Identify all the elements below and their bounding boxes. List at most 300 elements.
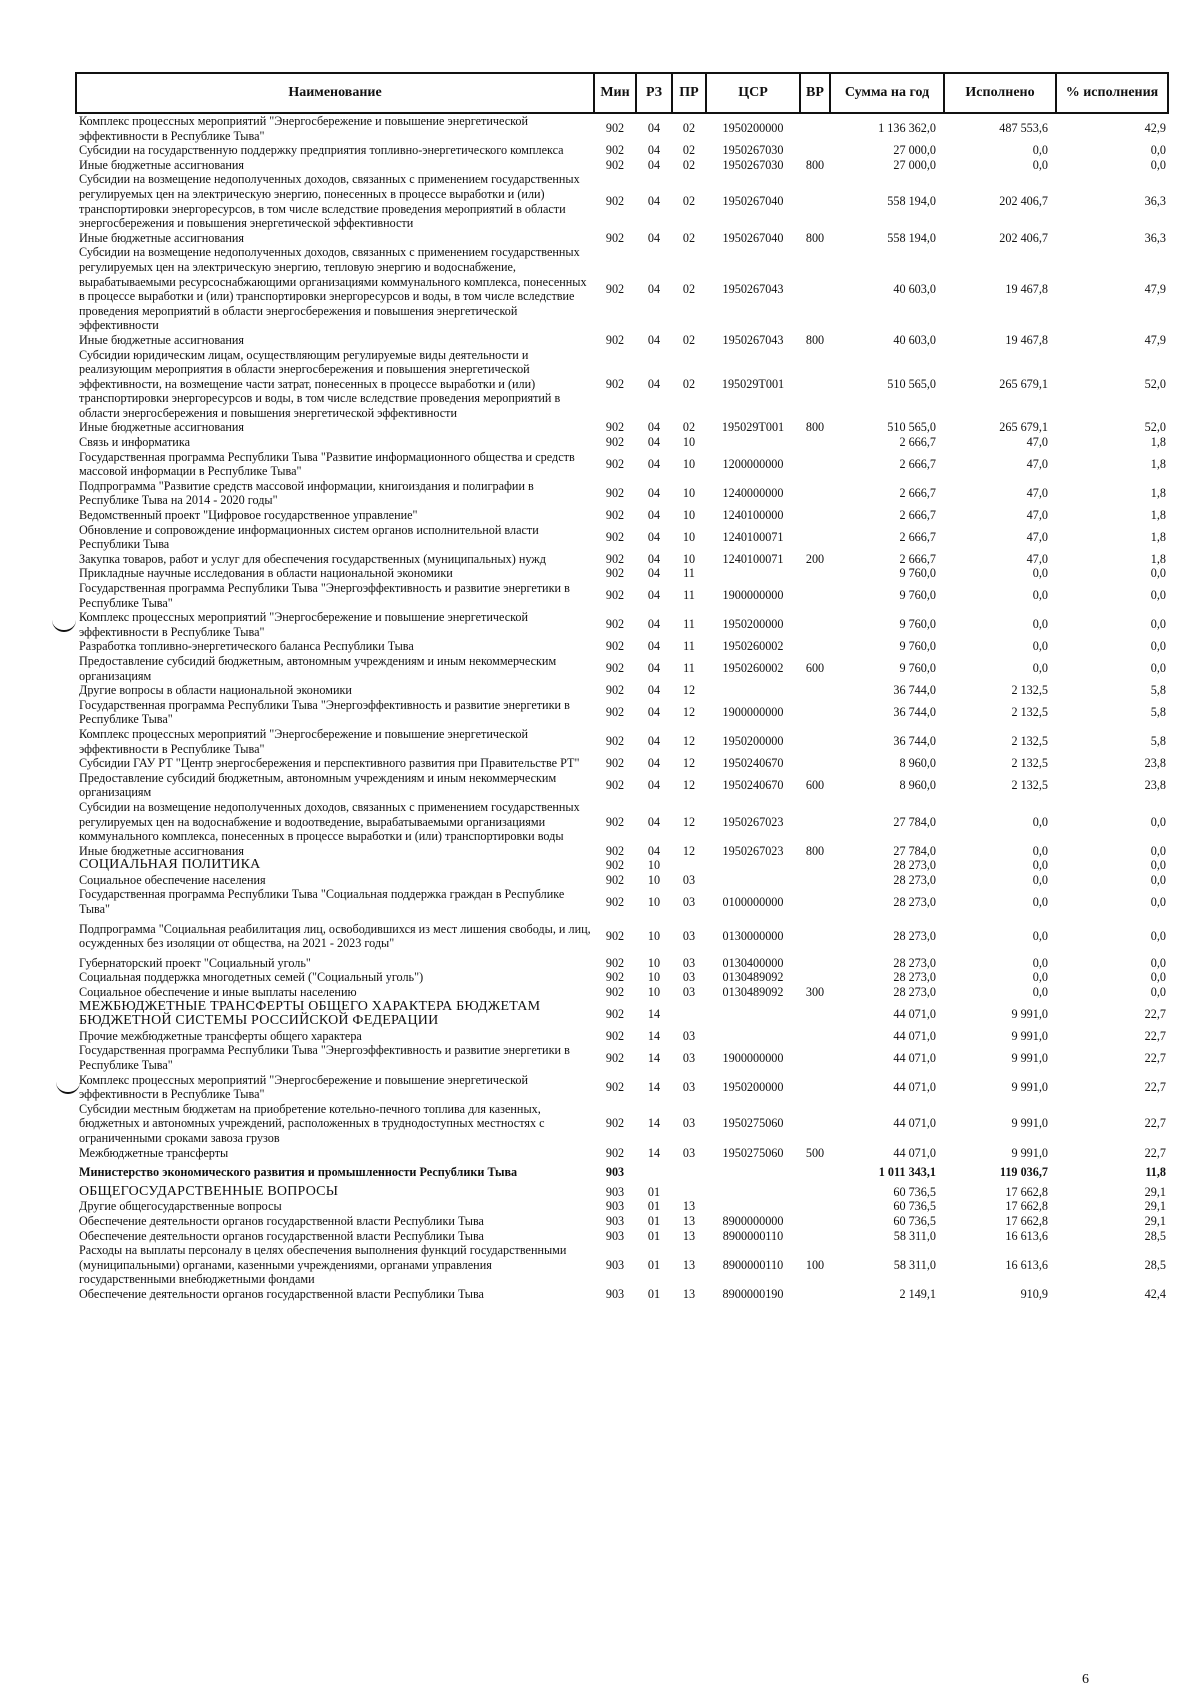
cell-min: 902 — [605, 420, 625, 435]
cell-done: 202 406,7 — [999, 194, 1048, 209]
cell-pr: 02 — [682, 332, 696, 347]
table-row — [76, 450, 1168, 479]
cell-pr: 12 — [682, 683, 696, 698]
cell-rz: 14 — [647, 1079, 661, 1094]
cell-name: Государственная программа Республики Тыва "Энергоэффективность и развитие энергетики в Республике Тыва" — [79, 1043, 570, 1072]
cell-name: Социальное обеспечение населения — [79, 872, 266, 887]
cell-min: 902 — [605, 756, 625, 771]
cell-done: 9 991,0 — [1011, 1028, 1048, 1043]
header-done: Исполнено — [944, 73, 1056, 113]
cell-done: 47,0 — [1026, 551, 1048, 566]
cell-vr — [800, 172, 830, 230]
cell-min: 902 — [605, 486, 625, 501]
cell-csr — [706, 1029, 800, 1044]
cell-done: 265 679,1 — [999, 376, 1048, 391]
cell-min: 902 — [605, 928, 625, 943]
cell-done: 202 406,7 — [999, 230, 1048, 245]
cell-done: 16 613,6 — [1005, 1257, 1048, 1272]
cell-pct: 0,0 — [1150, 157, 1166, 172]
cell-pct: 29,1 — [1144, 1213, 1166, 1228]
cell-vr — [800, 1287, 830, 1302]
cell-csr: 0100000000 — [722, 894, 784, 909]
cell-done: 0,0 — [1032, 143, 1048, 158]
cell-rz: 04 — [647, 121, 661, 136]
cell-csr: 1240100000 — [722, 508, 784, 523]
table-row — [76, 420, 1168, 435]
cell-rz: 04 — [647, 705, 661, 720]
cell-name: Субсидии ГАУ РТ "Центр энергосбережения и перспективного развития при Правительстве РТ" — [79, 756, 580, 771]
cell-min: 902 — [605, 376, 625, 391]
table-row — [76, 1102, 1168, 1146]
cell-pr: 03 — [682, 970, 696, 985]
cell-name: Социальная поддержка многодетных семей ("Социальный уголь") — [79, 970, 424, 985]
cell-vr: 200 — [805, 551, 825, 566]
cell-name: Иные бюджетные ассигнования — [79, 230, 245, 245]
cell-rz: 01 — [647, 1184, 661, 1199]
cell-csr: 1950260002 — [722, 661, 784, 676]
cell-name: Прикладные научные исследования в области национальной экономики — [79, 566, 453, 581]
cell-csr: 1950267043 — [722, 281, 784, 296]
table-row — [76, 479, 1168, 508]
cell-rz: 14 — [647, 1050, 661, 1065]
cell-csr: 1900000000 — [722, 1050, 784, 1065]
cell-done: 265 679,1 — [999, 420, 1048, 435]
cell-min: 902 — [605, 985, 625, 1000]
cell-vr — [800, 113, 830, 143]
cell-min: 902 — [605, 1116, 625, 1131]
cell-pr: 02 — [682, 157, 696, 172]
cell-rz: 04 — [647, 194, 661, 209]
cell-vr: 800 — [805, 230, 825, 245]
cell-done: 0,0 — [1032, 985, 1048, 1000]
cell-done: 17 662,8 — [1005, 1199, 1048, 1214]
cell-vr: 600 — [805, 661, 825, 676]
cell-sum: 9 760,0 — [899, 588, 936, 603]
cell-pct: 0,0 — [1150, 872, 1166, 887]
cell-name: Подпрограмма "Социальная реабилитация лиц, освободившихся из мест лишения свободы, и лиц, осужденных без изоляции от общества, на 2021 - 2023 годы" — [79, 921, 591, 951]
cell-min: 902 — [605, 814, 625, 829]
cell-sum: 60 736,5 — [893, 1213, 936, 1228]
cell-pr — [672, 1000, 706, 1029]
cell-vr: 500 — [805, 1145, 825, 1160]
cell-csr: 1200000000 — [722, 456, 784, 471]
cell-csr: 1950267023 — [722, 843, 784, 858]
cell-csr — [706, 1000, 800, 1029]
cell-min: 902 — [605, 508, 625, 523]
cell-min: 902 — [605, 529, 625, 544]
cell-done: 47,0 — [1026, 456, 1048, 471]
cell-name: Иные бюджетные ассигнования — [79, 157, 245, 172]
cell-csr: 1950275060 — [722, 1145, 784, 1160]
cell-csr: 0130489092 — [722, 970, 784, 985]
cell-pct: 22,7 — [1144, 1028, 1166, 1043]
cell-pct: 47,9 — [1144, 281, 1166, 296]
cell-csr: 8900000110 — [722, 1228, 784, 1243]
cell-name: Обеспечение деятельности органов государственной власти Республики Тыва — [79, 1228, 484, 1243]
cell-rz: 10 — [647, 872, 661, 887]
cell-name: Субсидии на возмещение недополученных доходов, связанных с применением государственных регулируемых цен на водоснабжение и водоотведение, вырабатываемыми организациями коммунального комплекса, понесенных в процессе выработки и (или) транспортировки воды — [79, 799, 580, 844]
cell-name: МЕЖБЮДЖЕТНЫЕ ТРАНСФЕРТЫ ОБЩЕГО ХАРАКТЕРА БЮДЖЕТАМ БЮДЖЕТНОЙ СИСТЕМЫ РОССИЙСКОЙ ФЕДЕРАЦИИ — [79, 998, 541, 1029]
cell-rz: 04 — [647, 734, 661, 749]
cell-vr — [800, 1043, 830, 1072]
cell-rz: 04 — [647, 376, 661, 391]
cell-csr: 1240100071 — [722, 529, 784, 544]
cell-min: 903 — [605, 1184, 625, 1199]
cell-sum: 58 311,0 — [893, 1257, 936, 1272]
cell-pr: 03 — [682, 872, 696, 887]
cell-sum: 44 071,0 — [893, 1028, 936, 1043]
cell-vr — [800, 873, 830, 888]
header-rz: РЗ — [636, 73, 672, 113]
cell-sum: 510 565,0 — [887, 420, 936, 435]
cell-pct: 0,0 — [1150, 814, 1166, 829]
table-row — [76, 231, 1168, 246]
cell-pr: 11 — [683, 588, 695, 603]
cell-vr — [800, 683, 830, 698]
cell-vr — [800, 1000, 830, 1029]
cell-done: 47,0 — [1026, 529, 1048, 544]
cell-vr — [800, 858, 830, 873]
cell-csr — [706, 1160, 800, 1185]
cell-pct: 22,7 — [1144, 1006, 1166, 1021]
cell-pct: 29,1 — [1144, 1199, 1166, 1214]
cell-pr: 12 — [682, 705, 696, 720]
cell-csr: 1950200000 — [722, 617, 784, 632]
table-row — [76, 698, 1168, 727]
cell-pr: 11 — [683, 617, 695, 632]
cell-sum: 28 273,0 — [893, 858, 936, 873]
cell-name: Губернаторский проект "Социальный уголь" — [79, 955, 311, 970]
cell-pr: 03 — [682, 928, 696, 943]
table-row — [76, 113, 1168, 143]
cell-min: 902 — [605, 970, 625, 985]
cell-pr: 02 — [682, 143, 696, 158]
header-name: Наименование — [76, 73, 594, 113]
table-row — [76, 1043, 1168, 1072]
cell-csr: 1240000000 — [722, 486, 784, 501]
cell-csr: 8900000190 — [722, 1286, 784, 1301]
cell-pct: 0,0 — [1150, 617, 1166, 632]
table-row — [76, 956, 1168, 971]
page-number: 6 — [1082, 1672, 1089, 1687]
header-csr: ЦСР — [706, 73, 800, 113]
cell-name: Расходы на выплаты персоналу в целях обеспечения выполнения функций государственными (муниципальными) органами, казенными учреждениями, органами управления государственными внебюджетными фондами — [79, 1243, 567, 1287]
cell-vr — [800, 800, 830, 844]
cell-sum: 27 784,0 — [893, 843, 936, 858]
cell-pct: 22,7 — [1144, 1079, 1166, 1094]
cell-rz: 04 — [647, 486, 661, 501]
cell-name: ОБЩЕГОСУДАРСТВЕННЫЕ ВОПРОСЫ — [79, 1183, 339, 1199]
cell-name: Предоставление субсидий бюджетным, автономным учреждениям и иным некоммерческим организациям — [79, 770, 557, 800]
cell-pr: 13 — [682, 1257, 696, 1272]
table-row — [76, 1029, 1168, 1044]
cell-vr: 300 — [805, 985, 825, 1000]
cell-pr: 11 — [683, 661, 695, 676]
cell-rz: 01 — [647, 1213, 661, 1228]
cell-csr — [706, 435, 800, 450]
cell-rz: 10 — [647, 985, 661, 1000]
cell-pct: 1,8 — [1150, 529, 1166, 544]
cell-vr — [800, 1214, 830, 1229]
cell-pr: 03 — [682, 955, 696, 970]
cell-sum: 9 760,0 — [899, 661, 936, 676]
cell-vr: 800 — [805, 420, 825, 435]
cell-sum: 558 194,0 — [887, 230, 936, 245]
cell-done: 2 132,5 — [1011, 683, 1048, 698]
table-row — [76, 800, 1168, 844]
cell-sum: 8 960,0 — [899, 756, 936, 771]
cell-name: Предоставление субсидий бюджетным, автономным учреждениям и иным некоммерческим организациям — [79, 653, 557, 683]
cell-done: 0,0 — [1032, 955, 1048, 970]
cell-vr — [800, 917, 830, 956]
cell-done: 47,0 — [1026, 508, 1048, 523]
cell-csr: 1950267043 — [722, 332, 784, 347]
cell-pr: 13 — [682, 1199, 696, 1214]
cell-rz: 04 — [647, 420, 661, 435]
cell-done: 2 132,5 — [1011, 705, 1048, 720]
cell-rz: 01 — [647, 1199, 661, 1214]
cell-pct: 1,8 — [1150, 456, 1166, 471]
cell-vr — [800, 450, 830, 479]
cell-rz: 14 — [647, 1116, 661, 1131]
table-row — [76, 610, 1168, 639]
cell-name: Субсидии на государственную поддержку предприятия топливно-энергетического комплекса — [79, 143, 564, 158]
table-row — [76, 1146, 1168, 1161]
cell-sum: 1 011 343,1 — [878, 1165, 936, 1180]
cell-min: 903 — [605, 1286, 625, 1301]
cell-name: Субсидии на возмещение недополученных доходов, связанных с применением государственных регулируемых цен на электрическую энергию, понесенных в процессе выработки и (или) транспортировки энергоресурсов, в том числе вследствие проведения мероприятий в области энергосбережения и повышения энергетической эффективности — [79, 172, 580, 231]
cell-sum: 27 000,0 — [893, 143, 936, 158]
cell-sum: 2 666,7 — [899, 529, 936, 544]
cell-vr — [800, 1073, 830, 1102]
cell-pct: 52,0 — [1144, 420, 1166, 435]
cell-pct: 5,8 — [1150, 734, 1166, 749]
cell-done: 0,0 — [1032, 858, 1048, 873]
cell-vr — [800, 508, 830, 523]
cell-min: 903 — [605, 1228, 625, 1243]
cell-pr: 03 — [682, 1050, 696, 1065]
cell-done: 0,0 — [1032, 970, 1048, 985]
cell-csr: 1950267030 — [722, 157, 784, 172]
cell-done: 0,0 — [1032, 157, 1048, 172]
cell-rz: 04 — [647, 456, 661, 471]
cell-rz: 04 — [647, 661, 661, 676]
cell-pct: 28,5 — [1144, 1257, 1166, 1272]
cell-vr: 800 — [805, 332, 825, 347]
cell-csr: 1950267040 — [722, 230, 784, 245]
cell-min: 902 — [605, 157, 625, 172]
cell-rz: 04 — [647, 639, 661, 654]
cell-rz: 04 — [647, 435, 661, 450]
cell-name: Закупка товаров, работ и услуг для обеспечения государственных (муниципальных) нужд — [79, 551, 546, 566]
table-row — [76, 1160, 1168, 1185]
cell-done: 0,0 — [1032, 928, 1048, 943]
cell-name: Межбюджетные трансферты — [79, 1145, 229, 1160]
cell-vr — [800, 581, 830, 610]
table-row — [76, 970, 1168, 985]
cell-rz: 04 — [647, 778, 661, 793]
budget-execution-report — [75, 72, 1167, 1302]
cell-vr — [800, 566, 830, 581]
cell-csr — [706, 873, 800, 888]
cell-rz — [636, 1160, 672, 1185]
cell-vr — [800, 956, 830, 971]
table-row — [76, 917, 1168, 956]
cell-name: Комплекс процессных мероприятий "Энергосбережение и повышение энергетической эффективности в Республике Тыва" — [79, 114, 529, 143]
table-row — [76, 858, 1168, 873]
cell-min: 902 — [605, 683, 625, 698]
cell-sum: 558 194,0 — [887, 194, 936, 209]
cell-vr — [800, 639, 830, 654]
cell-done: 910,9 — [1020, 1286, 1048, 1301]
cell-rz: 10 — [647, 894, 661, 909]
cell-vr: 800 — [805, 843, 825, 858]
cell-sum: 2 666,7 — [899, 435, 936, 450]
cell-min: 902 — [605, 1079, 625, 1094]
cell-rz: 04 — [647, 843, 661, 858]
cell-done: 9 991,0 — [1011, 1079, 1048, 1094]
cell-sum: 8 960,0 — [899, 778, 936, 793]
cell-min: 902 — [605, 281, 625, 296]
cell-rz: 01 — [647, 1228, 661, 1243]
cell-csr: 1950267030 — [722, 143, 784, 158]
table-body — [76, 113, 1168, 1302]
cell-sum: 2 666,7 — [899, 508, 936, 523]
header-pr: ПР — [672, 73, 706, 113]
cell-vr — [800, 1029, 830, 1044]
cell-pct: 11,8 — [1145, 1165, 1166, 1180]
table-row — [76, 245, 1168, 333]
header-pct: % исполнения — [1056, 73, 1168, 113]
cell-sum: 58 311,0 — [893, 1228, 936, 1243]
cell-pr: 12 — [682, 756, 696, 771]
table-row — [76, 348, 1168, 421]
cell-done: 2 132,5 — [1011, 734, 1048, 749]
table-row — [76, 435, 1168, 450]
cell-sum: 44 071,0 — [893, 1050, 936, 1065]
cell-pr: 03 — [682, 985, 696, 1000]
table-row — [76, 1229, 1168, 1244]
cell-csr — [706, 566, 800, 581]
cell-vr: 100 — [805, 1257, 825, 1272]
cell-min: 903 — [605, 1199, 625, 1214]
cell-min: 902 — [605, 639, 625, 654]
cell-done: 487 553,6 — [999, 121, 1048, 136]
cell-name: Разработка топливно-энергетического баланса Республики Тыва — [79, 639, 414, 654]
cell-csr: 1950200000 — [722, 1079, 784, 1094]
cell-name: Комплекс процессных мероприятий "Энергосбережение и повышение энергетической эффективности в Республике Тыва" — [79, 610, 529, 639]
table-row — [76, 158, 1168, 173]
cell-name: Иные бюджетные ассигнования — [79, 332, 245, 347]
cell-vr: 600 — [805, 778, 825, 793]
cell-pct: 52,0 — [1144, 376, 1166, 391]
cell-pct: 23,8 — [1144, 778, 1166, 793]
cell-csr: 1240100071 — [722, 551, 784, 566]
cell-vr — [800, 143, 830, 158]
cell-name: Подпрограмма "Развитие средств массовой информации, книгоиздания и полиграфии в Республике Тыва на 2014 - 2020 годы" — [79, 478, 534, 508]
cell-sum: 28 273,0 — [893, 970, 936, 985]
cell-pr: 03 — [682, 1079, 696, 1094]
cell-pct: 0,0 — [1150, 985, 1166, 1000]
cell-pct: 0,0 — [1150, 588, 1166, 603]
cell-pct: 47,9 — [1144, 332, 1166, 347]
cell-vr — [800, 245, 830, 333]
cell-sum: 27 000,0 — [893, 157, 936, 172]
cell-pr — [672, 1185, 706, 1200]
table-row — [76, 1000, 1168, 1029]
table-row — [76, 1214, 1168, 1229]
cell-name: Прочие межбюджетные трансферты общего характера — [79, 1028, 362, 1043]
cell-rz: 04 — [647, 566, 661, 581]
cell-sum: 2 666,7 — [899, 456, 936, 471]
cell-rz: 01 — [647, 1286, 661, 1301]
cell-rz: 10 — [647, 955, 661, 970]
cell-pct: 1,8 — [1150, 435, 1166, 450]
cell-name: Ведомственный проект "Цифровое государственное управление" — [79, 508, 418, 523]
cell-pr: 13 — [682, 1286, 696, 1301]
cell-name: Иные бюджетные ассигнования — [79, 843, 245, 858]
cell-pct: 22,7 — [1144, 1145, 1166, 1160]
cell-vr — [800, 1185, 830, 1200]
cell-rz: 14 — [647, 1006, 661, 1021]
cell-min: 902 — [605, 566, 625, 581]
cell-vr: 800 — [805, 157, 825, 172]
cell-pr: 11 — [683, 639, 695, 654]
cell-name: Государственная программа Республики Тыва "Развитие информационного общества и средств массовой информации в Республике Тыва" — [79, 449, 575, 479]
cell-pct: 0,0 — [1150, 566, 1166, 581]
cell-name: Связь и информатика — [79, 435, 190, 450]
cell-pr: 10 — [682, 529, 696, 544]
cell-done: 9 991,0 — [1011, 1116, 1048, 1131]
cell-rz: 14 — [647, 1145, 661, 1160]
cell-pr: 02 — [682, 281, 696, 296]
table-row — [76, 1243, 1168, 1287]
cell-csr: 1900000000 — [722, 705, 784, 720]
cell-name: Субсидии на возмещение недополученных доходов, связанных с применением государственных регулируемых цен на электрическую энергию, тепловую энергию и водоснабжение, вырабатываемыми ресурсоснабжающими организациями коммунального комплекса, понесенных в процессе выработки и (или) транспортировки энергоресурсов и воды, в том числе вследствие проведения мероприятий в области энергосбережения и повышения энергетической эффективности — [79, 245, 587, 333]
cell-pr: 02 — [682, 420, 696, 435]
cell-pr: 02 — [682, 194, 696, 209]
cell-rz: 04 — [647, 588, 661, 603]
cell-name: Комплекс процессных мероприятий "Энергосбережение и повышение энергетической эффективности в Республике Тыва" — [79, 726, 529, 756]
cell-name: СОЦИАЛЬНАЯ ПОЛИТИКА — [79, 857, 261, 873]
cell-name: Обеспечение деятельности органов государственной власти Республики Тыва — [79, 1213, 484, 1228]
cell-csr — [706, 858, 800, 873]
cell-pct: 29,1 — [1144, 1184, 1166, 1199]
cell-pr: 03 — [682, 1145, 696, 1160]
table-row — [76, 1073, 1168, 1102]
cell-sum: 28 273,0 — [893, 985, 936, 1000]
cell-vr — [800, 1102, 830, 1146]
cell-pr — [672, 858, 706, 873]
cell-rz: 01 — [647, 1257, 661, 1272]
pen-mark — [52, 620, 76, 632]
cell-pr: 02 — [682, 230, 696, 245]
cell-min: 903 — [605, 1213, 625, 1228]
cell-pr: 02 — [682, 376, 696, 391]
cell-name: Субсидии юридическим лицам, осуществляющим регулируемые виды деятельности и реализующим мероприятия в области энергосбережения и повышения энергетической эффективности, на возмещение части затрат, понесенных в процессе выработки и (или) транспортировки энергоресурсов и воды, в том числе вследствие проведения мероприятий в области энергосбережения и повышения энергетической эффективности — [79, 347, 561, 420]
cell-min: 902 — [605, 705, 625, 720]
cell-csr: 1950240670 — [722, 756, 784, 771]
cell-sum: 2 666,7 — [899, 551, 936, 566]
cell-csr — [706, 683, 800, 698]
cell-csr: 8900000000 — [722, 1213, 784, 1228]
cell-min: 902 — [605, 1006, 625, 1021]
cell-pr: 10 — [682, 486, 696, 501]
table-row — [76, 727, 1168, 756]
cell-min: 902 — [605, 194, 625, 209]
cell-sum: 60 736,5 — [893, 1184, 936, 1199]
cell-rz: 04 — [647, 551, 661, 566]
